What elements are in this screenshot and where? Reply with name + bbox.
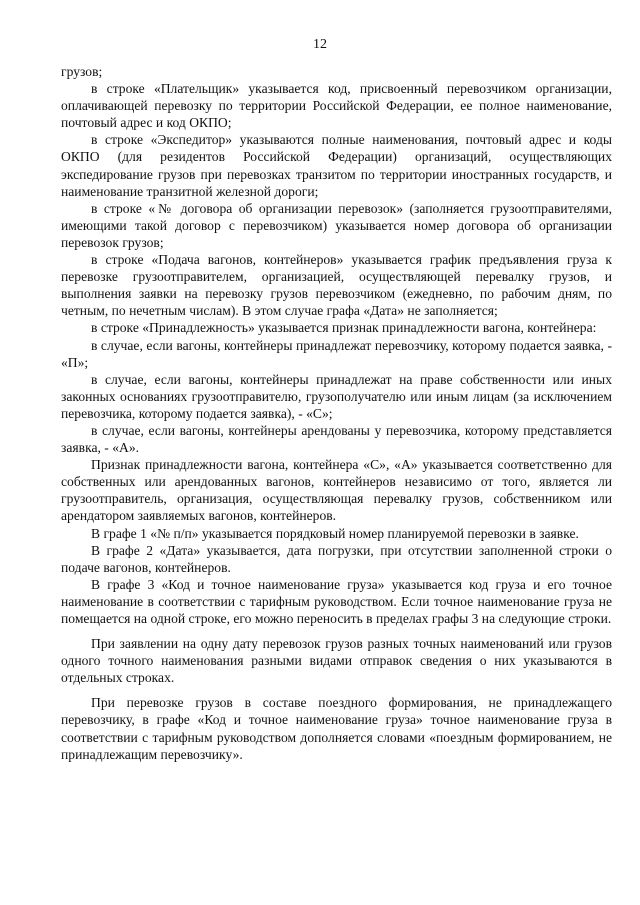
paragraph: При перевозке грузов в составе поездного формирования, не принадлежащего перевозчику, в графе «Код и точное наименование груза» точное наименование груза в соответствии с тарифным руководством дополняется словами «поездным формированием, не принадлежащим перевозчику». [61, 695, 612, 762]
paragraph: в строке «Принадлежность» указывается признак принадлежности вагона, контейнера: [91, 320, 597, 336]
paragraph: грузов; [61, 64, 103, 79]
paragraph: в строке «Подача вагонов, контейнеров» указывается график предъявления груза к перевозке грузоотправителем, организацией, осуществляющей перевалку грузов, и выполнения заявки на перевозку грузов перевозчиком (ежедневно, по рабочим дням, по четным, по нечетным числам). В этом случае графа «Дата» не заполняется; [61, 252, 612, 319]
document-body [61, 63, 612, 763]
paragraph: Признак принадлежности вагона, контейнера «С», «А» указывается соответственно для собственных или арендованных вагонов, контейнеров независимо от того, является ли грузоотправитель, организация, осуществляющая перевалку грузов, собственником или арендатором заявляемых вагонов, контейнеров. [61, 457, 612, 524]
paragraph: в строке «Плательщик» указывается код, присвоенный перевозчиком организации, оплачивающей перевозку по территории Российской Федерации, ее полное наименование, почтовый адрес и код ОКПО; [61, 81, 612, 131]
paragraph: в строке «№ договора об организации перевозок» (заполняется грузоотправителями, имеющими такой договор с перевозчиком) указывается номер договора об организации перевозок грузов; [61, 200, 612, 250]
paragraph: В графе 2 «Дата» указывается, дата погрузки, при отсутствии заполненной строки о подаче вагонов, контейнеров. [61, 542, 612, 575]
paragraph: в случае, если вагоны, контейнеры принадлежат на праве собственности или иных законных основаниях грузоотправителю, грузополучателю или иным лицам (за исключением перевозчика, которому подается заявка), - «С»; [61, 371, 612, 421]
page-number: 12 [313, 37, 327, 52]
paragraph: При заявлении на одну дату перевозок грузов разных точных наименований или грузов одного точного наименования разными видами отправок сведения о них указываются в отдельных строках. [61, 636, 612, 686]
paragraph: в случае, если вагоны, контейнеры арендованы у перевозчика, которому представляется заявка, - «А». [61, 422, 612, 456]
paragraph: в случае, если вагоны, контейнеры принадлежат перевозчику, которому подается заявка, - «П»; [61, 337, 612, 370]
paragraph: в строке «Экспедитор» указываются полные наименования, почтовый адрес и коды ОКПО (для резидентов Российской Федерации) организаций, осуществляющих экспедирование грузов при перевозках транзитом по территории иностранных государств, и наименование транзитной железной дороги; [61, 132, 612, 199]
paragraph: В графе 1 «№ п/п» указывается порядковый номер планируемой перевозки в заявке. [91, 525, 579, 541]
paragraph: В графе 3 «Код и точное наименование груза» указывается код груза и его точное наименование в соответствии с тарифным руководством. Если точное наименование груза не помещается на одной строке, его можно переносить в пределах графы 3 на следующие строки. [61, 576, 612, 626]
